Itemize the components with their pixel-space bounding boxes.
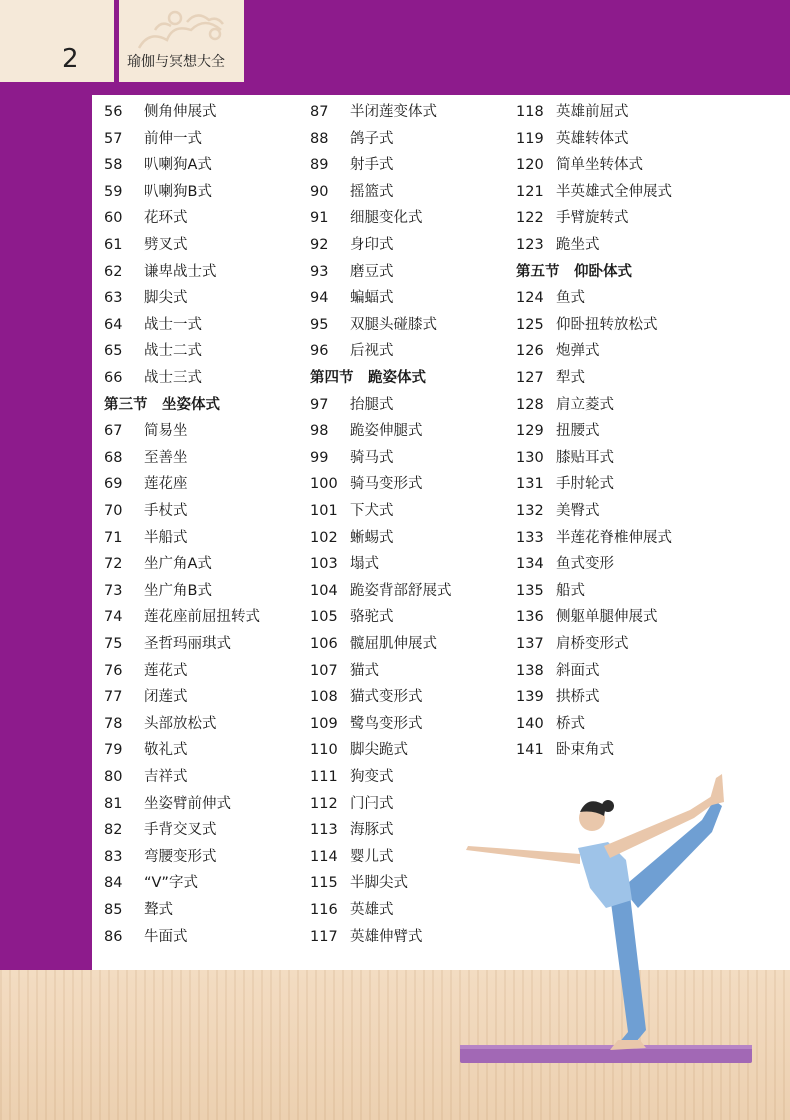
entry-number: 91 — [310, 210, 329, 227]
entry-title: 髋屈肌伸展式 — [350, 636, 437, 652]
entry-title: 坐广角A式 — [144, 556, 212, 573]
contents-entry — [310, 418, 423, 444]
contents-entry — [104, 259, 217, 285]
contents-entry — [310, 817, 394, 843]
contents-entry — [310, 897, 394, 923]
entry-title: 骑马变形式 — [350, 476, 423, 493]
contents-entry — [310, 259, 394, 285]
yoga-dancer-pose-illustration — [440, 760, 770, 1070]
entry-title: 卧束角式 — [556, 742, 614, 759]
contents-entry — [516, 631, 629, 657]
entry-number: 110 — [310, 742, 338, 759]
contents-entry — [310, 152, 394, 178]
entry-number: 107 — [310, 662, 338, 679]
entry-title: 脚尖式 — [144, 290, 188, 307]
entry-title: 半脚尖式 — [350, 875, 408, 892]
contents-entry — [104, 445, 188, 471]
contents-entry — [516, 658, 600, 684]
entry-title: 谦卑战士式 — [144, 263, 217, 280]
entry-title: 聱式 — [144, 902, 173, 918]
entry-number: 123 — [516, 237, 544, 253]
contents-entry — [516, 285, 585, 311]
contents-entry — [104, 99, 217, 125]
entry-number: 113 — [310, 822, 338, 839]
entry-title: 膝贴耳式 — [556, 449, 614, 466]
entry-title: 前伸一式 — [144, 130, 202, 147]
contents-entry — [516, 99, 629, 125]
entry-title: 斜面式 — [556, 662, 600, 679]
contents-entry — [310, 312, 437, 338]
entry-title: 鱼式变形 — [556, 556, 614, 573]
entry-number: 119 — [516, 130, 544, 147]
entry-number: 120 — [516, 157, 544, 174]
contents-entry — [516, 578, 585, 604]
entry-number: 122 — [516, 210, 544, 227]
contents-entry — [310, 99, 437, 125]
entry-number: 105 — [310, 609, 338, 626]
contents-entry — [104, 897, 173, 923]
contents-entry — [310, 737, 408, 763]
entry-number: 73 — [104, 582, 123, 599]
contents-entry — [516, 392, 614, 418]
contents-entry — [516, 152, 643, 178]
entry-title: 拱桥式 — [556, 689, 600, 706]
entry-title: 仰卧扭转放松式 — [556, 316, 658, 333]
contents-entry — [104, 179, 212, 205]
entry-title: 手杖式 — [144, 503, 188, 519]
entry-title: 战士二式 — [144, 343, 202, 360]
entry-title: “V”字式 — [144, 875, 198, 892]
contents-entry — [104, 817, 217, 843]
entry-number: 136 — [516, 609, 544, 626]
contents-entry — [104, 844, 217, 870]
entry-title: 莲花座前屈扭转式 — [144, 609, 260, 626]
contents-entry — [104, 498, 188, 524]
entry-title: 犁式 — [556, 370, 585, 386]
contents-entry — [310, 205, 423, 231]
contents-entry — [104, 471, 188, 497]
contents-entry — [310, 870, 408, 896]
entry-title: 蝙蝠式 — [350, 290, 394, 307]
entry-number: 71 — [104, 529, 123, 546]
entry-number: 108 — [310, 689, 338, 706]
entry-title: 牛面式 — [144, 928, 188, 945]
entry-number: 116 — [310, 902, 338, 918]
contents-entry — [310, 578, 452, 604]
section-heading: 第五节 仰卧体式 — [516, 263, 632, 280]
page-number-box — [0, 0, 114, 82]
entry-number: 60 — [104, 210, 123, 227]
entry-number: 128 — [516, 396, 544, 413]
entry-number: 118 — [516, 104, 544, 120]
contents-entry — [310, 498, 394, 524]
entry-number: 85 — [104, 902, 123, 918]
entry-number: 134 — [516, 556, 544, 573]
contents-entry — [104, 684, 188, 710]
entry-title: 半英雄式全伸展式 — [556, 183, 672, 200]
contents-entry — [516, 312, 658, 338]
contents-entry — [310, 711, 423, 737]
entry-number: 84 — [104, 875, 123, 892]
entry-number: 70 — [104, 503, 123, 519]
entry-title: 双腿头碰膝式 — [350, 316, 437, 333]
entry-title: 手背交叉式 — [144, 822, 217, 839]
contents-entry — [516, 126, 629, 152]
entry-number: 63 — [104, 290, 123, 307]
header-title-box — [119, 0, 244, 82]
contents-entry — [104, 365, 202, 391]
entry-number: 138 — [516, 662, 544, 679]
contents-entry — [310, 392, 394, 418]
entry-title: 至善坐 — [144, 449, 188, 466]
entry-number: 66 — [104, 370, 123, 386]
contents-entry — [310, 126, 394, 152]
contents-entry — [104, 338, 202, 364]
entry-title: 海豚式 — [350, 822, 394, 839]
entry-title: 莲花座 — [144, 476, 188, 493]
entry-title: 英雄伸臂式 — [350, 928, 423, 945]
entry-title: 炮弹式 — [556, 343, 600, 360]
page-number: 2 — [62, 44, 79, 74]
entry-number: 132 — [516, 503, 544, 519]
entry-title: 肩桥变形式 — [556, 636, 629, 652]
entry-title: 头部放松式 — [144, 715, 217, 732]
entry-title: 叭喇狗A式 — [144, 157, 212, 174]
entry-title: 美臀式 — [556, 503, 600, 519]
contents-entry — [310, 924, 423, 950]
entry-title: 跪姿伸腿式 — [350, 423, 423, 440]
entry-title: 鱼式 — [556, 290, 585, 307]
contents-entry — [104, 870, 198, 896]
entry-title: 骑马式 — [350, 449, 394, 466]
entry-title: 英雄式 — [350, 902, 394, 918]
contents-entry — [104, 232, 188, 258]
entry-number: 79 — [104, 742, 123, 759]
entry-title: 鸽子式 — [350, 130, 394, 147]
contents-entry — [310, 604, 394, 630]
contents-entry — [310, 179, 394, 205]
contents-entry — [104, 658, 188, 684]
entry-number: 127 — [516, 370, 544, 386]
entry-number: 100 — [310, 476, 338, 493]
entry-number: 133 — [516, 529, 544, 546]
entry-number: 65 — [104, 343, 123, 360]
contents-entry — [104, 791, 231, 817]
entry-number: 82 — [104, 822, 123, 839]
entry-number: 124 — [516, 290, 544, 307]
entry-number: 126 — [516, 343, 544, 360]
contents-entry — [104, 525, 188, 551]
entry-number: 135 — [516, 582, 544, 599]
entry-number: 76 — [104, 662, 123, 679]
entry-number: 106 — [310, 636, 338, 652]
entry-title: 船式 — [556, 582, 585, 599]
contents-entry — [310, 551, 379, 577]
entry-number: 74 — [104, 609, 123, 626]
entry-number: 125 — [516, 316, 544, 333]
entry-number: 139 — [516, 689, 544, 706]
contents-entry — [104, 418, 188, 444]
entry-number: 140 — [516, 715, 544, 732]
entry-title: 英雄转体式 — [556, 130, 629, 147]
section-heading: 第三节 坐姿体式 — [104, 396, 220, 413]
entry-title: 后视式 — [350, 343, 394, 360]
entry-title: 跪姿背部舒展式 — [350, 582, 452, 599]
entry-number: 129 — [516, 423, 544, 440]
contents-entry — [104, 578, 212, 604]
entry-number: 114 — [310, 848, 338, 865]
entry-title: 半闭莲变体式 — [350, 104, 437, 120]
entry-number: 109 — [310, 715, 338, 732]
entry-number: 69 — [104, 476, 123, 493]
entry-title: 闭莲式 — [144, 689, 188, 706]
entry-title: 肩立菱式 — [556, 396, 614, 413]
entry-number: 141 — [516, 742, 544, 759]
entry-number: 93 — [310, 263, 329, 280]
contents-entry — [516, 232, 600, 258]
entry-title: 塌式 — [350, 556, 379, 573]
entry-title: 坐广角B式 — [144, 582, 212, 599]
entry-number: 99 — [310, 449, 329, 466]
entry-title: 英雄前屈式 — [556, 104, 629, 120]
entry-number: 90 — [310, 183, 329, 200]
contents-entry — [104, 764, 188, 790]
entry-number: 81 — [104, 795, 123, 812]
contents-entry — [104, 604, 260, 630]
entry-title: 花环式 — [144, 210, 188, 227]
entry-number: 75 — [104, 636, 123, 652]
contents-entry — [104, 312, 202, 338]
entry-title: 莲花式 — [144, 662, 188, 679]
contents-entry — [516, 604, 658, 630]
entry-number: 87 — [310, 104, 329, 120]
contents-entry — [516, 525, 672, 551]
contents-entry — [310, 285, 394, 311]
entry-title: 脚尖跪式 — [350, 742, 408, 759]
entry-title: 婴儿式 — [350, 848, 394, 865]
contents-entry — [310, 844, 394, 870]
entry-number: 58 — [104, 157, 123, 174]
contents-entry — [516, 498, 600, 524]
entry-number: 94 — [310, 290, 329, 307]
entry-title: 细腿变化式 — [350, 210, 423, 227]
entry-number: 95 — [310, 316, 329, 333]
contents-entry — [310, 338, 394, 364]
entry-number: 102 — [310, 529, 338, 546]
contents-entry — [310, 631, 437, 657]
entry-title: 吉祥式 — [144, 769, 188, 785]
contents-entry — [310, 525, 394, 551]
contents-entry — [104, 631, 231, 657]
entry-title: 鹭鸟变形式 — [350, 715, 423, 732]
entry-title: 身印式 — [350, 237, 394, 253]
entry-title: 简易坐 — [144, 423, 188, 440]
entry-number: 83 — [104, 848, 123, 865]
entry-title: 敬礼式 — [144, 742, 188, 759]
contents-entry — [516, 365, 585, 391]
book-title: 瑜伽与冥想大全 — [127, 54, 225, 70]
entry-number: 117 — [310, 928, 338, 945]
entry-number: 64 — [104, 316, 123, 333]
entry-title: 侧角伸展式 — [144, 104, 217, 120]
entry-number: 101 — [310, 503, 338, 519]
contents-entry — [310, 764, 394, 790]
entry-title: 简单坐转体式 — [556, 157, 643, 174]
entry-title: 狗变式 — [350, 769, 394, 785]
entry-title: 跪坐式 — [556, 237, 600, 253]
entry-title: 磨豆式 — [350, 263, 394, 280]
contents-entry — [104, 711, 217, 737]
entry-number: 89 — [310, 157, 329, 174]
contents-entry — [516, 445, 614, 471]
entry-title: 扭腰式 — [556, 423, 600, 440]
contents-entry — [310, 658, 379, 684]
entry-title: 骆驼式 — [350, 609, 394, 626]
entry-number: 96 — [310, 343, 329, 360]
contents-entry — [104, 551, 212, 577]
entry-title: 劈叉式 — [144, 237, 188, 253]
entry-number: 97 — [310, 396, 329, 413]
contents-entry — [516, 551, 614, 577]
contents-entry — [104, 205, 188, 231]
contents-entry — [104, 924, 188, 950]
entry-title: 射手式 — [350, 157, 394, 174]
entry-title: 桥式 — [556, 715, 585, 732]
contents-entry — [516, 418, 600, 444]
contents-entry — [310, 471, 423, 497]
entry-number: 112 — [310, 795, 338, 812]
entry-number: 72 — [104, 556, 123, 573]
entry-title: 手臂旋转式 — [556, 210, 629, 227]
entry-number: 88 — [310, 130, 329, 147]
entry-title: 弯腰变形式 — [144, 848, 217, 865]
entry-number: 121 — [516, 183, 544, 200]
entry-title: 下犬式 — [350, 503, 394, 519]
contents-entry — [516, 711, 585, 737]
entry-number: 103 — [310, 556, 338, 573]
entry-number: 56 — [104, 104, 123, 120]
contents-entry — [310, 791, 394, 817]
section-heading: 第四节 跪姿体式 — [310, 370, 426, 386]
contents-entry — [516, 684, 600, 710]
entry-number: 86 — [104, 928, 123, 945]
entry-title: 手肘轮式 — [556, 476, 614, 493]
entry-number: 61 — [104, 237, 123, 253]
entry-number: 115 — [310, 875, 338, 892]
entry-number: 130 — [516, 449, 544, 466]
entry-title: 叭喇狗B式 — [144, 183, 212, 200]
entry-title: 摇篮式 — [350, 183, 394, 200]
entry-number: 67 — [104, 423, 123, 440]
contents-entry — [310, 445, 394, 471]
entry-number: 57 — [104, 130, 123, 147]
entry-title: 猫式 — [350, 662, 379, 679]
entry-number: 68 — [104, 449, 123, 466]
entry-number: 59 — [104, 183, 123, 200]
entry-title: 圣哲玛丽琪式 — [144, 636, 231, 652]
contents-entry — [104, 152, 212, 178]
entry-number: 77 — [104, 689, 123, 706]
entry-title: 蜥蜴式 — [350, 529, 394, 546]
contents-entry — [104, 126, 202, 152]
entry-title: 半船式 — [144, 529, 188, 546]
entry-title: 坐姿臂前伸式 — [144, 795, 231, 812]
entry-title: 战士一式 — [144, 316, 202, 333]
entry-number: 137 — [516, 636, 544, 652]
entry-title: 抬腿式 — [350, 396, 394, 413]
entry-title: 侧躯单腿伸展式 — [556, 609, 658, 626]
entry-number: 80 — [104, 769, 123, 785]
entry-title: 半莲花脊椎伸展式 — [556, 529, 672, 546]
entry-title: 猫式变形式 — [350, 689, 423, 706]
entry-title: 门闩式 — [350, 795, 394, 812]
entry-number: 78 — [104, 715, 123, 732]
entry-number: 131 — [516, 476, 544, 493]
contents-entry — [516, 471, 614, 497]
entry-number: 62 — [104, 263, 123, 280]
contents-entry — [516, 205, 629, 231]
entry-number: 98 — [310, 423, 329, 440]
contents-entry — [104, 285, 188, 311]
entry-number: 104 — [310, 582, 338, 599]
entry-number: 111 — [310, 769, 338, 785]
contents-entry — [104, 737, 188, 763]
contents-entry — [516, 179, 672, 205]
entry-title: 战士三式 — [144, 370, 202, 386]
entry-number: 92 — [310, 237, 329, 253]
contents-entry — [310, 232, 394, 258]
contents-entry — [516, 338, 600, 364]
contents-entry — [310, 684, 423, 710]
